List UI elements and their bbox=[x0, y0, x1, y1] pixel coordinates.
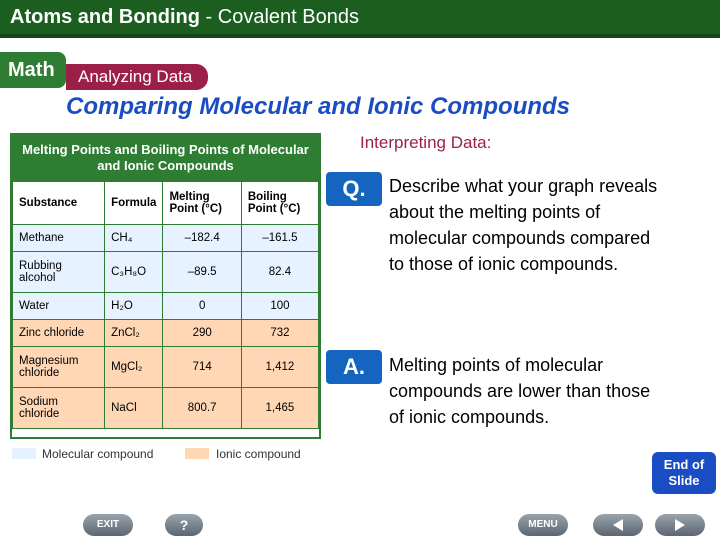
table-row bbox=[13, 320, 319, 347]
next-button[interactable] bbox=[655, 514, 705, 536]
cell-boiling: 82.4 bbox=[241, 252, 318, 293]
table-header-row bbox=[13, 182, 319, 225]
molecular-swatch bbox=[12, 448, 36, 459]
cell-substance: Magnesium chloride bbox=[13, 347, 105, 388]
cell-substance: Methane bbox=[13, 225, 105, 252]
menu-button[interactable]: MENU bbox=[518, 514, 568, 536]
chevron-right-icon bbox=[655, 514, 705, 536]
end-button-line2: Slide bbox=[668, 473, 700, 488]
previous-button[interactable] bbox=[593, 514, 643, 536]
col-boiling-point: Boiling Point (°C) bbox=[241, 182, 318, 225]
slide-header-title bbox=[10, 6, 359, 29]
math-tab: Math bbox=[0, 52, 66, 88]
header-rule bbox=[0, 34, 720, 38]
question-text: Describe what your graph reveals about the melting points of molecular compounds compared to those of ionic compounds. bbox=[389, 176, 658, 274]
cell-boiling: 100 bbox=[241, 293, 318, 320]
legend-molecular-label: Molecular compound bbox=[42, 447, 154, 461]
cell-formula: H₂O bbox=[105, 293, 163, 320]
table-caption: Melting Points and Boiling Points of Molecular and Ionic Compounds bbox=[12, 135, 319, 181]
slide-header bbox=[0, 0, 720, 38]
cell-formula: ZnCl₂ bbox=[105, 320, 163, 347]
table-row bbox=[13, 293, 319, 320]
help-button[interactable]: ? bbox=[165, 514, 203, 536]
col-melting-point: Melting Point (°C) bbox=[163, 182, 241, 225]
data-table bbox=[12, 181, 319, 429]
cell-formula: MgCl₂ bbox=[105, 347, 163, 388]
table-legend bbox=[12, 444, 332, 464]
cell-boiling: 732 bbox=[241, 320, 318, 347]
ionic-swatch bbox=[185, 448, 209, 459]
col-substance: Substance bbox=[13, 182, 105, 225]
header-title-rest: - Covalent Bonds bbox=[199, 6, 359, 28]
cell-substance: Rubbing alcohol bbox=[13, 252, 105, 293]
cell-formula: CH₄ bbox=[105, 225, 163, 252]
table-row bbox=[13, 225, 319, 252]
cell-melting: 0 bbox=[163, 293, 241, 320]
cell-melting: –182.4 bbox=[163, 225, 241, 252]
cell-substance: Water bbox=[13, 293, 105, 320]
cell-formula: C₃H₈O bbox=[105, 252, 163, 293]
cell-melting: –89.5 bbox=[163, 252, 241, 293]
table-row bbox=[13, 347, 319, 388]
table-row bbox=[13, 388, 319, 429]
cell-melting: 714 bbox=[163, 347, 241, 388]
cell-boiling: 1,465 bbox=[241, 388, 318, 429]
cell-boiling: 1,412 bbox=[241, 347, 318, 388]
table-row bbox=[13, 252, 319, 293]
cell-melting: 290 bbox=[163, 320, 241, 347]
legend-ionic-label: Ionic compound bbox=[216, 447, 301, 461]
interpreting-data-heading: Interpreting Data: bbox=[360, 133, 492, 152]
data-table-panel bbox=[10, 133, 321, 439]
answer-badge: A. bbox=[326, 350, 382, 384]
header-title-bold: Atoms and Bonding bbox=[10, 6, 200, 28]
end-of-slide-button[interactable] bbox=[652, 452, 716, 494]
cell-melting: 800.7 bbox=[163, 388, 241, 429]
end-button-line1: End of bbox=[663, 457, 705, 472]
cell-substance: Zinc chloride bbox=[13, 320, 105, 347]
cell-formula: NaCl bbox=[105, 388, 163, 429]
analyzing-data-tab: Analyzing Data bbox=[66, 64, 208, 90]
question-badge: Q. bbox=[326, 172, 382, 206]
page-title: Comparing Molecular and Ionic Compounds bbox=[66, 93, 571, 120]
cell-substance: Sodium chloride bbox=[13, 388, 105, 429]
answer-text: Melting points of molecular compounds are lower than those of ionic compounds. bbox=[389, 355, 651, 427]
chevron-left-icon bbox=[593, 514, 643, 536]
col-formula: Formula bbox=[105, 182, 163, 225]
exit-button[interactable]: EXIT bbox=[83, 514, 133, 536]
cell-boiling: –161.5 bbox=[241, 225, 318, 252]
